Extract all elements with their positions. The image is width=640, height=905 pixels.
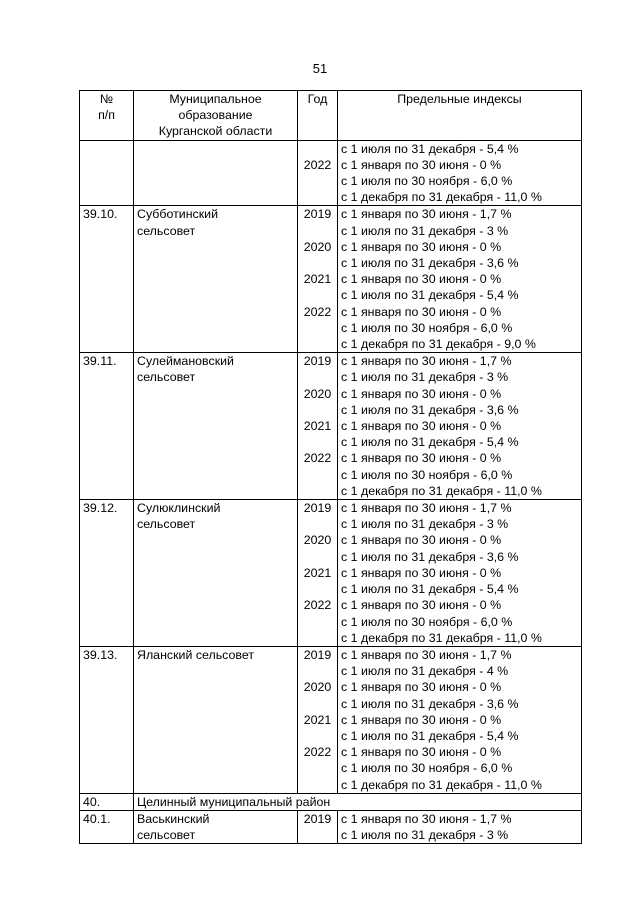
row-indices: с 1 января по 30 июня - 1,7 % с 1 июля по 31 декабря - 3 % с 1 января по 30 июня - 0 % с 1 июля по 31 декабря - 3,6 % с 1 января по 30 июня - 0 % с 1 июля по 31 декабря - 5,4 % с 1 января по 30 июня - 0 % с 1 июля по 30 ноября - 6,0 % с 1 декабря по 31 декабря - 9,0 % — [338, 206, 582, 353]
row-years: 2022 — [298, 140, 338, 206]
row-years: 2019 2020 2021 2022 — [298, 646, 338, 793]
row-indices: с 1 января по 30 июня - 1,7 % с 1 июля по 31 декабря - 3 % с 1 января по 30 июня - 0 % с 1 июля по 31 декабря - 3,6 % с 1 января по 30 июня - 0 % с 1 июля по 31 декабря - 5,4 % с 1 января по 30 июня - 0 % с 1 июля по 30 ноября - 6,0 % с 1 декабря по 31 декабря - 11,0 % — [338, 500, 582, 647]
tariff-indices-table — [79, 90, 582, 844]
district-row — [80, 793, 582, 810]
row-years: 2019 2020 2021 2022 — [298, 206, 338, 353]
header-indices: Предельные индексы — [338, 91, 582, 141]
row-municipality: Сулеймановский сельсовет — [134, 353, 298, 500]
table-row — [80, 810, 582, 843]
row-indices: с 1 января по 30 июня - 1,7 % с 1 июля по 31 декабря - 4 % с 1 января по 30 июня - 0 % с 1 июля по 31 декабря - 3,6 % с 1 января по 30 июня - 0 % с 1 июля по 31 декабря - 5,4 % с 1 января по 30 июня - 0 % с 1 июля по 30 ноября - 6,0 % с 1 декабря по 31 декабря - 11,0 % — [338, 646, 582, 793]
row-number: 39.10. — [80, 206, 134, 353]
row-municipality: Сулюклинский сельсовет — [134, 500, 298, 647]
page-number: 51 — [312, 61, 328, 76]
row-number: 39.12. — [80, 500, 134, 647]
header-municipality: Муниципальное образование Курганской области — [134, 91, 298, 141]
table-row — [80, 206, 582, 353]
row-municipality: Субботинский сельсовет — [134, 206, 298, 353]
row-years: 2019 2020 2021 2022 — [298, 500, 338, 647]
row-indices: с 1 января по 30 июня - 1,7 % с 1 июля по 31 декабря - 3 % с 1 января по 30 июня - 0 % с 1 июля по 31 декабря - 3,6 % с 1 января по 30 июня - 0 % с 1 июля по 31 декабря - 5,4 % с 1 января по 30 июня - 0 % с 1 июля по 30 ноября - 6,0 % с 1 декабря по 31 декабря - 11,0 % — [338, 353, 582, 500]
row-indices: с 1 июля по 31 декабря - 5,4 % с 1 января по 30 июня - 0 % с 1 июля по 30 ноября - 6,0 % с 1 декабря по 31 декабря - 11,0 % — [338, 140, 582, 206]
header-number: № п/п — [80, 91, 134, 141]
row-years: 2019 2020 2021 2022 — [298, 353, 338, 500]
table-row — [80, 500, 582, 647]
header-year: Год — [298, 91, 338, 141]
row-number — [80, 140, 134, 206]
table-row — [80, 140, 582, 206]
row-indices: с 1 января по 30 июня - 1,7 % с 1 июля по 31 декабря - 3 % — [338, 810, 582, 843]
row-number: 39.13. — [80, 646, 134, 793]
row-number: 40.1. — [80, 810, 134, 843]
row-municipality — [134, 140, 298, 206]
row-municipality: Яланский сельсовет — [134, 646, 298, 793]
row-years: 2019 — [298, 810, 338, 843]
table-row — [80, 646, 582, 793]
row-municipality: Васькинский сельсовет — [134, 810, 298, 843]
district-title: Целинный муниципальный район — [134, 793, 582, 810]
table-header-row — [80, 91, 582, 141]
district-number: 40. — [80, 793, 134, 810]
table-row — [80, 353, 582, 500]
row-number: 39.11. — [80, 353, 134, 500]
